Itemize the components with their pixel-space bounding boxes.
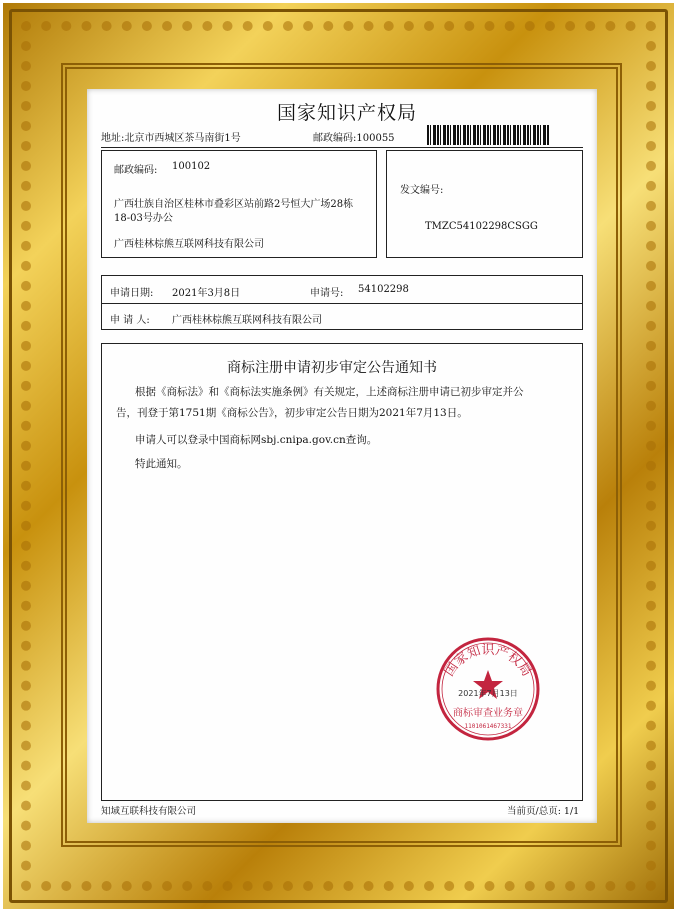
dispatch-number: TMZC54102298CSGG (425, 221, 538, 232)
applicant-label: 申 请 人: (110, 315, 150, 326)
issuer-address: 地址:北京市西城区茶马南街1号 (101, 133, 241, 144)
applicant-row (101, 303, 583, 330)
seal-bottom-text: 商标审查业务章 (453, 708, 523, 719)
recipient-address-line1: 广西壮族自治区桂林市叠彩区站前路2号恒大广场28栋 (114, 199, 354, 210)
issuer-title: 国家知识产权局 (277, 102, 418, 124)
application-date-label: 申请日期: (110, 288, 154, 299)
notice-paragraph-3: 特此通知。 (135, 458, 188, 470)
recipient-postal-label: 邮政编码: (114, 165, 158, 176)
application-row (101, 275, 583, 304)
recipient-company: 广西桂林棕熊互联网科技有限公司 (114, 239, 264, 250)
official-seal (433, 634, 543, 744)
application-number-value: 54102298 (358, 284, 409, 295)
seal-date: 2021年7月13日 (458, 689, 518, 698)
issuer-postal-code: 邮政编码:100055 (313, 133, 395, 144)
footer-left: 知域互联科技有限公司 (101, 806, 197, 817)
notice-paragraph-1-line-1: 根据《商标法》和《商标法实施条例》有关规定，上述商标注册申请已初步审定并公 (135, 386, 524, 398)
header-rule (101, 147, 583, 149)
dispatch-box (386, 150, 583, 258)
application-date-value: 2021年3月8日 (172, 288, 241, 299)
notice-paragraph-1-line-2: 告，刊登于第1751期《商标公告》，初步审定公告日期为2021年7月13日。 (116, 407, 468, 419)
recipient-postal-value: 100102 (172, 161, 211, 172)
applicant-value: 广西桂林棕熊互联网科技有限公司 (172, 315, 322, 326)
notice-title: 商标注册申请初步审定公告通知书 (227, 360, 437, 376)
certificate-document (87, 89, 597, 823)
recipient-address-line2: 18-03号办公 (114, 213, 173, 224)
notice-paragraph-2: 申请人可以登录中国商标网sbj.cnipa.gov.cn查询。 (135, 434, 378, 446)
barcode-icon (427, 125, 550, 145)
seal-arc-text: 国家知识产权局 (442, 643, 534, 680)
seal-code: 1101061467331 (464, 723, 512, 730)
dispatch-label: 发文编号: (400, 185, 444, 196)
recipient-box (101, 150, 377, 258)
footer-page: 当前页/总页: 1/1 (507, 806, 580, 817)
application-number-label: 申请号: (310, 288, 344, 299)
